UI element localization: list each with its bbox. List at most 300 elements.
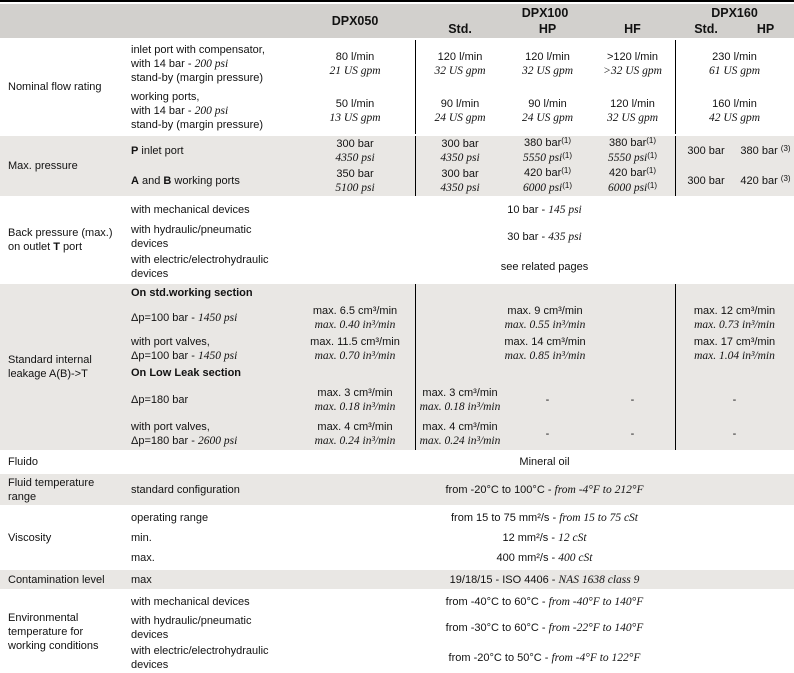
text-segment: 12 cSt — [558, 532, 587, 544]
text-segment: Max. pressure — [8, 160, 78, 172]
section-nominal-flow-rating — [0, 40, 794, 134]
row-group-label — [0, 452, 125, 472]
value-cell — [415, 382, 505, 417]
text-segment: 21 US gpm — [329, 64, 381, 77]
value-cell — [415, 166, 505, 196]
value-cell — [295, 198, 794, 222]
text-line — [603, 64, 662, 78]
text-line — [336, 167, 373, 181]
text-segment: Fluido — [8, 456, 38, 468]
text-line — [131, 483, 295, 497]
row-sublabel — [125, 613, 295, 643]
value-cell — [295, 166, 415, 196]
text-segment: - — [630, 393, 635, 406]
text-segment: min. — [131, 532, 152, 544]
col-subheader-dpx100-std: Std. — [448, 22, 472, 36]
text-line — [450, 573, 640, 587]
section-viscosity — [0, 507, 794, 568]
text-line — [441, 167, 478, 181]
text-line — [335, 151, 374, 165]
text-segment: with electric/electrohydraulic — [131, 645, 269, 657]
text-segment: from -22°F to 140°F — [548, 622, 644, 634]
text-line — [8, 367, 125, 381]
text-segment: 380 bar — [523, 137, 562, 149]
row-group — [125, 136, 794, 196]
text-segment: max. 0.40 in³/min — [314, 318, 396, 331]
text-segment: temperature for — [8, 626, 84, 638]
text-segment: 13 US gpm — [329, 111, 381, 124]
text-line — [315, 349, 396, 363]
row-sublabel — [125, 302, 295, 333]
text-segment: range — [8, 490, 37, 503]
col-subheader-dpx160-hp: HP — [756, 22, 775, 36]
text-line — [631, 427, 635, 441]
value-cell — [505, 166, 590, 196]
text-segment: (3) — [780, 173, 791, 183]
text-segment: Δp=100 bar - — [131, 311, 198, 324]
text-segment: Contamination level — [8, 573, 105, 586]
text-segment: 50 l/min — [335, 97, 375, 110]
text-segment: stand-by (margin pressure) — [131, 71, 264, 84]
text-segment: 19/18/15 - ISO 4406 - — [449, 573, 559, 586]
text-segment: max. 6.5 cm³/min — [312, 304, 398, 317]
text-line — [709, 111, 760, 125]
text-segment: 1450 psi — [197, 349, 238, 362]
text-line — [446, 595, 644, 609]
text-segment: - — [545, 427, 550, 440]
text-segment: 420 bar — [523, 167, 562, 179]
text-segment: 24 US gpm — [434, 111, 486, 124]
table-row — [125, 591, 794, 613]
text-line — [505, 318, 586, 332]
text-line — [131, 434, 295, 448]
text-segment: 160 l/min — [712, 97, 757, 110]
value-cell — [505, 136, 590, 166]
text-line — [8, 455, 125, 469]
value-cell — [295, 252, 794, 282]
col-header-dpx100: DPX100 — [521, 6, 569, 20]
text-segment: max. 0.55 in³/min — [504, 318, 586, 331]
text-segment: devices — [131, 659, 169, 671]
text-line — [528, 97, 567, 111]
text-line — [8, 80, 125, 94]
text-line — [8, 490, 125, 504]
col-header-dpx050: DPX050 — [331, 14, 379, 28]
text-line — [607, 50, 658, 64]
text-segment: 12 mm²/s - — [502, 532, 559, 544]
text-line — [315, 318, 396, 332]
text-segment: (1) — [647, 181, 658, 190]
text-segment: with mechanical devices — [131, 204, 250, 216]
text-line — [523, 181, 572, 196]
col-subheader-dpx100-hf: HF — [624, 22, 641, 36]
text-line — [709, 64, 760, 78]
text-line — [8, 240, 125, 254]
row-sublabel — [125, 528, 295, 548]
text-line — [336, 97, 375, 111]
row-group — [125, 474, 794, 505]
value-cell — [737, 136, 794, 166]
text-segment: (1) — [561, 166, 572, 175]
column-divider — [675, 136, 676, 196]
text-segment: Δp=180 bar - — [131, 434, 198, 447]
text-segment: 145 psi — [548, 204, 582, 216]
text-segment: 30 bar - — [507, 231, 549, 243]
text-segment: 5550 psi — [522, 152, 563, 164]
text-segment: 32 US gpm — [606, 111, 659, 124]
text-line — [546, 427, 550, 441]
text-segment: with mechanical devices — [131, 596, 250, 608]
text-segment: 90 l/min — [528, 97, 567, 110]
text-segment: max. 0.18 in³/min — [419, 400, 501, 413]
value-cell — [415, 417, 505, 450]
text-line — [131, 366, 295, 380]
text-line — [329, 64, 380, 78]
value-cell — [590, 87, 675, 134]
col-subheader-dpx100-hp: HP — [538, 22, 557, 36]
table-row — [125, 382, 794, 417]
text-segment: Δp=180 bar — [131, 393, 189, 406]
text-line — [315, 434, 396, 448]
row-sublabel — [125, 452, 295, 472]
row-sublabel — [125, 252, 295, 282]
text-segment: max. 3 cm³/min — [317, 386, 393, 399]
text-segment: devices — [131, 629, 169, 641]
text-segment: 5550 psi — [607, 152, 648, 164]
column-divider — [675, 284, 676, 450]
text-segment: max. 0.70 in³/min — [314, 349, 396, 362]
text-line — [8, 226, 125, 240]
text-line — [317, 420, 392, 434]
section-fluido — [0, 452, 794, 472]
row-sublabel — [125, 166, 295, 196]
text-line — [8, 639, 125, 653]
text-segment: T — [53, 241, 60, 253]
text-line — [694, 304, 775, 318]
text-segment: with 14 bar - — [131, 104, 195, 117]
text-segment: 380 bar — [740, 144, 781, 157]
text-segment: max. 14 cm³/min — [504, 335, 586, 348]
text-line — [505, 349, 586, 363]
value-cell — [505, 382, 590, 417]
text-segment: from 15 to 75 cSt — [559, 511, 638, 524]
text-segment: (1) — [646, 136, 657, 145]
table-row — [125, 474, 794, 505]
text-segment: on outlet — [8, 241, 54, 253]
text-segment: max — [131, 573, 152, 586]
text-segment: 350 bar — [336, 168, 374, 180]
text-line — [687, 144, 724, 158]
text-segment: 4350 psi — [335, 152, 375, 164]
text-segment: devices — [131, 268, 169, 280]
text-line — [449, 651, 641, 665]
row-group-label — [0, 591, 125, 673]
table-row — [125, 136, 794, 166]
text-segment: max. 17 cm³/min — [693, 335, 776, 348]
text-line — [497, 551, 593, 565]
value-cell — [505, 417, 590, 450]
text-segment: with electric/electrohydraulic — [131, 254, 269, 266]
text-segment: from -40°F to 140°F — [548, 596, 644, 608]
spec-table-body — [0, 40, 794, 673]
text-line — [609, 136, 656, 151]
text-segment: working ports — [171, 175, 240, 187]
text-line — [712, 97, 757, 111]
section-environmental-temperature — [0, 591, 794, 673]
text-line — [131, 90, 295, 104]
text-segment: inlet port — [138, 145, 184, 157]
text-segment: Nominal flow rating — [8, 81, 102, 93]
column-divider — [415, 284, 416, 450]
text-segment: max. 0.73 in³/min — [694, 318, 775, 331]
text-segment: and — [138, 175, 164, 187]
text-segment: - — [630, 427, 635, 440]
text-line — [131, 203, 295, 217]
table-row — [125, 643, 794, 673]
text-segment: 32 US gpm — [521, 64, 574, 77]
row-group — [125, 198, 794, 282]
text-segment: max. 11.5 cm³/min — [310, 335, 400, 348]
text-line — [694, 335, 775, 349]
text-segment: 5100 psi — [335, 182, 375, 194]
text-segment: max. 0.85 in³/min — [504, 349, 586, 362]
section-max-pressure — [0, 136, 794, 196]
text-line — [131, 628, 295, 642]
text-line — [317, 386, 392, 400]
text-line — [440, 181, 479, 195]
text-line — [131, 644, 295, 658]
text-line — [445, 483, 643, 497]
text-segment: B — [163, 175, 172, 187]
row-group — [125, 507, 794, 568]
row-sublabel — [125, 222, 295, 252]
value-cell — [675, 166, 737, 196]
text-line — [131, 253, 295, 267]
row-sublabel — [125, 87, 295, 134]
text-line — [315, 400, 396, 414]
text-segment: from -40°C to 60°C - — [445, 596, 549, 608]
row-group-label — [0, 284, 125, 450]
text-segment: max. 12 cm³/min — [693, 304, 776, 317]
text-segment: working ports, — [131, 90, 200, 103]
text-line — [131, 57, 295, 71]
text-line — [438, 50, 483, 64]
text-line — [8, 531, 125, 545]
table-row — [125, 284, 794, 302]
text-line — [733, 427, 737, 441]
text-segment: from -30°C to 60°C - — [445, 622, 549, 634]
text-segment: 200 psi — [194, 57, 229, 70]
text-segment: from 15 to 75 mm²/s - — [451, 511, 560, 524]
text-line — [8, 625, 125, 639]
text-line — [525, 50, 570, 64]
text-line — [524, 166, 571, 181]
text-line — [131, 658, 295, 672]
text-segment: with hydraulic/pneumatic — [131, 224, 252, 236]
text-line — [131, 551, 295, 565]
text-segment: 1450 psi — [197, 311, 238, 324]
text-line — [310, 335, 400, 349]
value-cell — [295, 417, 415, 450]
text-line — [131, 573, 295, 587]
col-header-dpx160: DPX160 — [711, 6, 758, 20]
text-line — [502, 531, 586, 545]
value-cell — [675, 136, 737, 166]
text-line — [631, 393, 635, 407]
text-segment: (1) — [647, 151, 658, 160]
table-row — [125, 302, 794, 333]
text-segment: Fluid temperature — [8, 476, 95, 489]
section-back-pressure — [0, 198, 794, 282]
row-sublabel — [125, 507, 295, 528]
text-line — [504, 335, 585, 349]
column-divider — [415, 40, 416, 134]
col-subheader-dpx160-std: Std. — [694, 22, 718, 36]
text-line — [131, 511, 295, 525]
text-segment: On std.working section — [131, 287, 253, 299]
text-segment: 200 psi — [194, 104, 229, 117]
table-row — [125, 222, 794, 252]
text-line — [422, 420, 497, 434]
text-line — [335, 181, 374, 195]
row-group — [125, 40, 794, 134]
value-cell — [295, 302, 415, 333]
value-cell — [415, 40, 505, 87]
text-line — [8, 353, 125, 367]
text-line — [522, 111, 573, 125]
text-line — [131, 393, 295, 407]
text-line — [131, 71, 295, 85]
value-cell — [590, 40, 675, 87]
text-line — [524, 136, 571, 151]
text-line — [131, 595, 295, 609]
value-cell — [590, 417, 675, 450]
text-segment: 4350 psi — [440, 182, 480, 194]
text-segment: from -4°F to 212°F — [554, 483, 644, 496]
text-segment: - — [732, 427, 737, 440]
text-segment: 300 bar — [687, 145, 725, 157]
row-sublabel — [125, 548, 295, 568]
text-line — [434, 111, 485, 125]
text-line — [440, 151, 479, 165]
text-segment: - — [545, 393, 550, 406]
text-segment: max. 0.24 in³/min — [314, 434, 396, 447]
text-segment: inlet port with compensator, — [131, 43, 265, 56]
text-segment: 4350 psi — [440, 152, 480, 164]
value-cell — [295, 474, 794, 505]
text-segment: 300 bar — [687, 175, 725, 187]
text-segment: Back pressure (max.) — [8, 227, 113, 239]
text-line — [451, 511, 638, 525]
text-segment: 2600 psi — [197, 434, 238, 447]
text-segment: (1) — [562, 181, 573, 190]
text-segment: 24 US gpm — [521, 111, 574, 124]
text-segment: 90 l/min — [440, 97, 480, 110]
text-segment: 380 bar — [608, 137, 647, 149]
text-segment: NAS 1638 class 9 — [558, 573, 640, 586]
text-line — [131, 311, 295, 325]
value-cell — [415, 87, 505, 134]
text-segment: with 14 bar - — [131, 57, 195, 70]
row-sublabel — [125, 570, 295, 589]
text-segment: with hydraulic/pneumatic — [131, 615, 252, 627]
text-line — [336, 50, 375, 64]
table-row — [125, 528, 794, 548]
table-row — [125, 252, 794, 282]
value-cell — [295, 87, 415, 134]
row-sublabel — [125, 136, 295, 166]
row-sublabel — [125, 591, 295, 613]
value-cell — [295, 136, 415, 166]
text-segment: 6000 psi — [607, 182, 648, 194]
row-sublabel — [125, 333, 295, 364]
text-line — [131, 174, 295, 188]
text-line — [131, 614, 295, 628]
text-segment: operating range — [131, 511, 209, 524]
text-segment: Standard internal — [8, 354, 92, 366]
section-fluid-temperature-range — [0, 474, 794, 505]
text-line — [507, 203, 582, 217]
table-header — [0, 4, 794, 38]
text-line — [131, 349, 295, 363]
text-segment: 61 US gpm — [708, 64, 761, 77]
text-segment: 420 bar — [740, 174, 781, 187]
column-divider — [415, 136, 416, 196]
value-cell — [505, 87, 590, 134]
text-line — [131, 286, 295, 300]
text-segment: 300 bar — [441, 168, 479, 180]
text-segment: 400 mm²/s - — [496, 552, 559, 564]
text-segment: max. 4 cm³/min — [317, 420, 393, 433]
text-line — [441, 137, 478, 151]
value-cell — [295, 40, 415, 87]
value-cell — [295, 507, 794, 528]
text-line — [8, 611, 125, 625]
text-line — [131, 43, 295, 57]
text-segment: max. — [131, 552, 155, 564]
text-segment: A — [131, 175, 139, 187]
text-line — [546, 393, 550, 407]
value-cell — [295, 643, 794, 673]
section-contamination-level — [0, 570, 794, 589]
text-line — [8, 573, 125, 587]
text-line — [131, 144, 295, 158]
table-row — [125, 613, 794, 643]
value-cell — [590, 136, 675, 166]
text-line — [523, 151, 572, 166]
table-row — [125, 40, 794, 87]
text-segment: Viscosity — [8, 531, 52, 544]
text-line — [740, 144, 790, 159]
row-sublabel — [125, 198, 295, 222]
value-cell — [675, 417, 794, 450]
value-cell — [295, 613, 794, 643]
table-row — [125, 452, 794, 472]
text-line — [336, 137, 373, 151]
value-cell — [295, 548, 794, 568]
value-cell — [295, 591, 794, 613]
text-segment: port — [60, 241, 83, 253]
text-line — [608, 181, 657, 196]
text-line — [131, 335, 295, 349]
text-line — [420, 434, 501, 448]
row-sublabel — [125, 284, 295, 302]
text-line — [131, 531, 295, 545]
text-segment: standard configuration — [131, 483, 240, 496]
text-segment: working conditions — [8, 640, 99, 652]
value-cell — [295, 452, 794, 472]
text-segment: - — [732, 393, 737, 406]
